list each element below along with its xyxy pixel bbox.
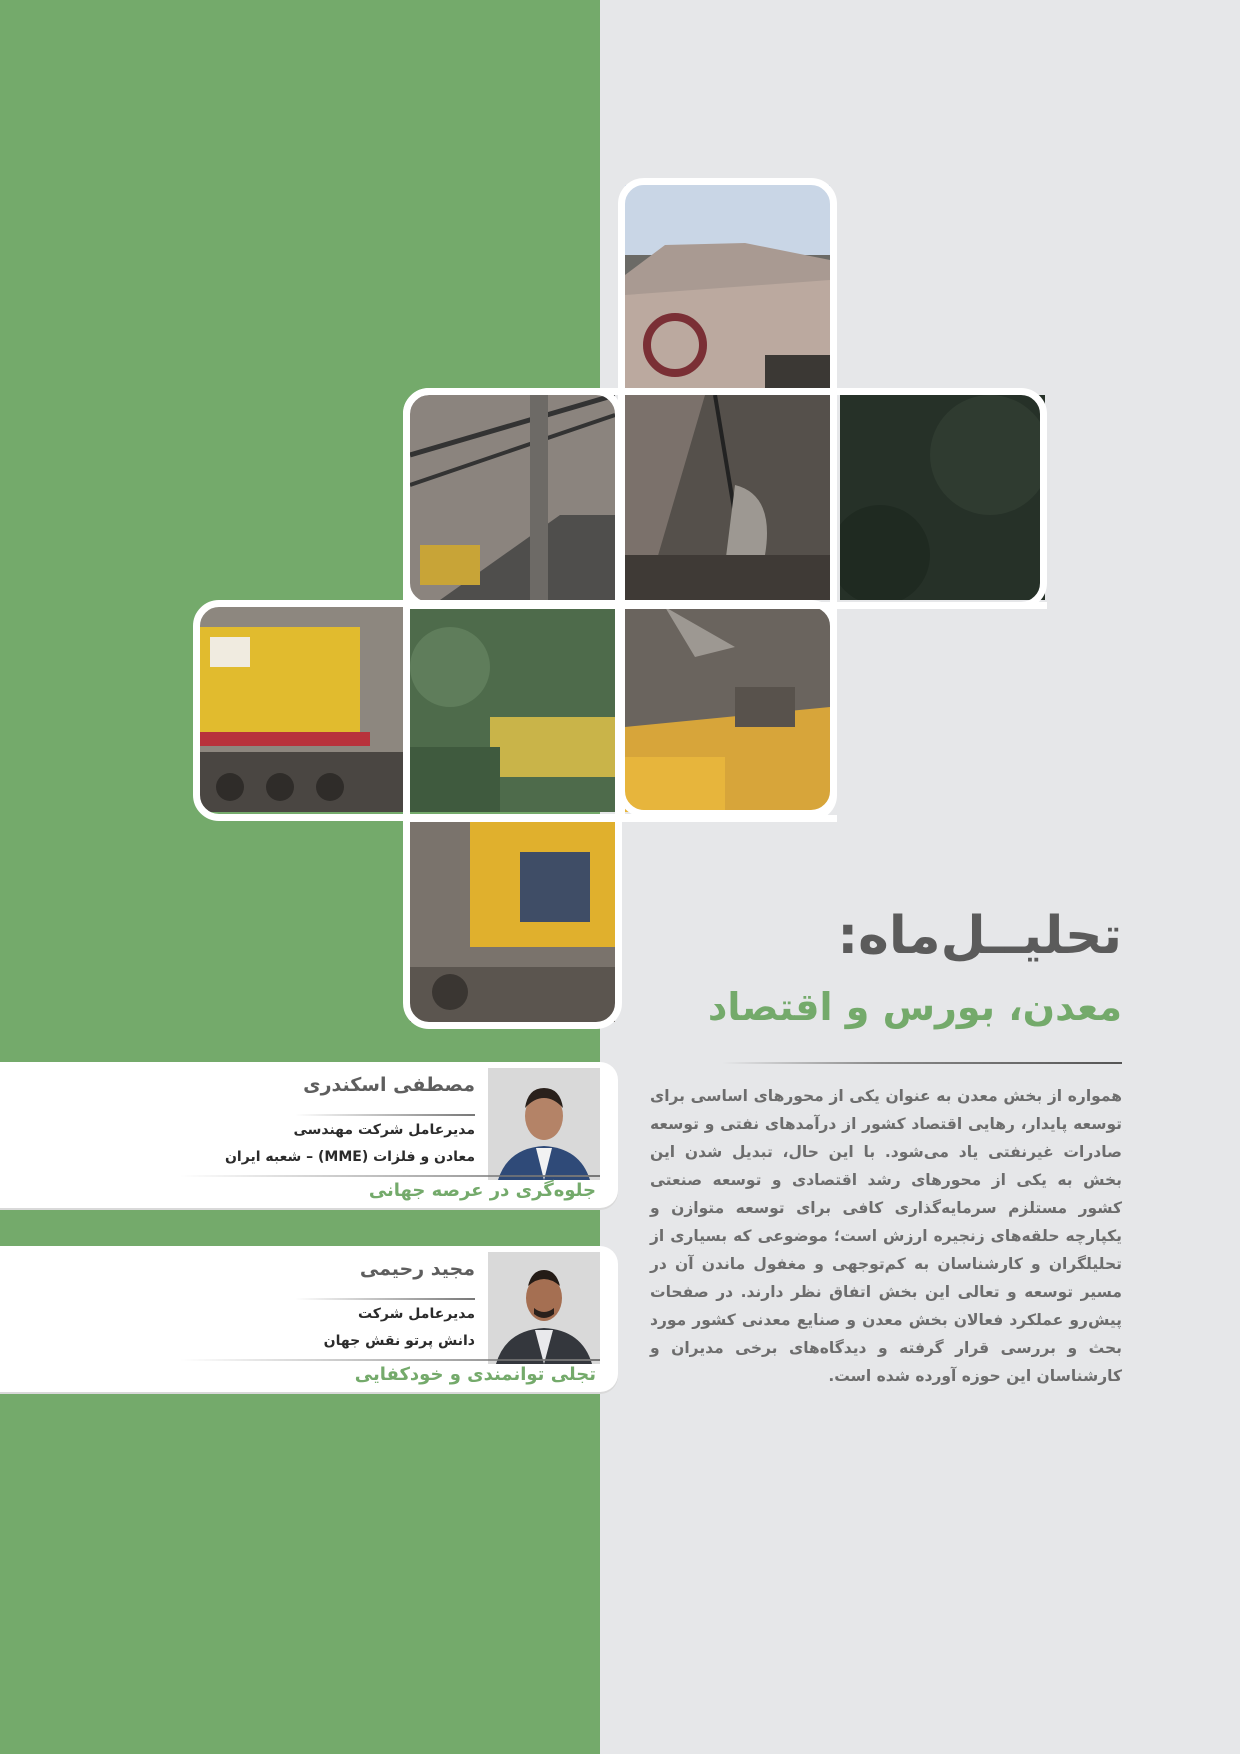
card-divider	[180, 1175, 600, 1177]
person-name: مجید رحیمی	[359, 1258, 475, 1280]
article-subtitle: معدن، بورس و اقتصاد	[707, 985, 1122, 1029]
name-divider	[295, 1114, 475, 1116]
green-truck-photo	[410, 607, 615, 812]
yellow-machine-photo	[200, 607, 405, 812]
person-tagline[interactable]: تجلی توانمندی و خودکفایی	[354, 1364, 596, 1385]
dark-pit-photo	[840, 395, 1045, 600]
article-intro: همواره از بخش معدن به عنوان یکی از محورهای اساسی برای توسعه پایدار، رهایی اقتصاد کشور از درآمدهای نفتی و توسعه صادرات غیرنفتی یاد می‌شود. با این حال، تبدیل شدن این بخش به یکی از محورهای رشد اقتصادی و توسعه صنعتی کشور مستلزم سرمایه‌گذاری کافی برای توسعه متوازن و یکپارچه حلقه‌های زنجیره ارزش است؛ موضوعی که بسیاری از تحلیلگران و کارشناسان به کم‌توجهی و مغفول ماندن آن در مسیر توسعه و تعالی این بخش اتفاق نظر دارند. در صفحات پیش‌رو عملکرد فعالان بخش معدن و صنایع معدنی کشور مورد بحث و بررسی قرار گرفته و دیدگاه‌های برخی مدیران و کارشناسان این حوزه آورده شده است.	[650, 1087, 1122, 1385]
person-tagline[interactable]: جلوه‌گری در عرصه جهانی	[368, 1180, 596, 1201]
person-company: دانش پرتو نقش جهان	[323, 1333, 475, 1349]
person-card	[0, 1062, 618, 1208]
name-divider	[295, 1298, 475, 1300]
person-role: مدیرعامل شرکت	[357, 1306, 475, 1322]
person-company: معادن و فلزات (MME) – شعبه ایران	[224, 1149, 475, 1165]
mosaic-divider	[403, 602, 1047, 609]
excavator-photo	[410, 395, 615, 600]
mosaic-divider	[403, 815, 837, 822]
avatar	[488, 1068, 600, 1180]
title-divider	[722, 1062, 1122, 1064]
card-divider	[180, 1359, 600, 1361]
person-card	[0, 1246, 618, 1392]
excavator-bucket-photo	[625, 395, 830, 600]
haul-truck-photo	[410, 817, 615, 1022]
dump-truck-photo	[625, 607, 830, 812]
article-title: تحلیــل‌ماه:	[837, 906, 1122, 966]
mosaic-divider	[618, 388, 837, 395]
person-role: مدیرعامل شرکت مهندسی	[293, 1122, 475, 1138]
avatar	[488, 1252, 600, 1364]
person-name: مصطفی اسکندری	[303, 1074, 475, 1096]
mine-hill-photo	[625, 185, 830, 390]
